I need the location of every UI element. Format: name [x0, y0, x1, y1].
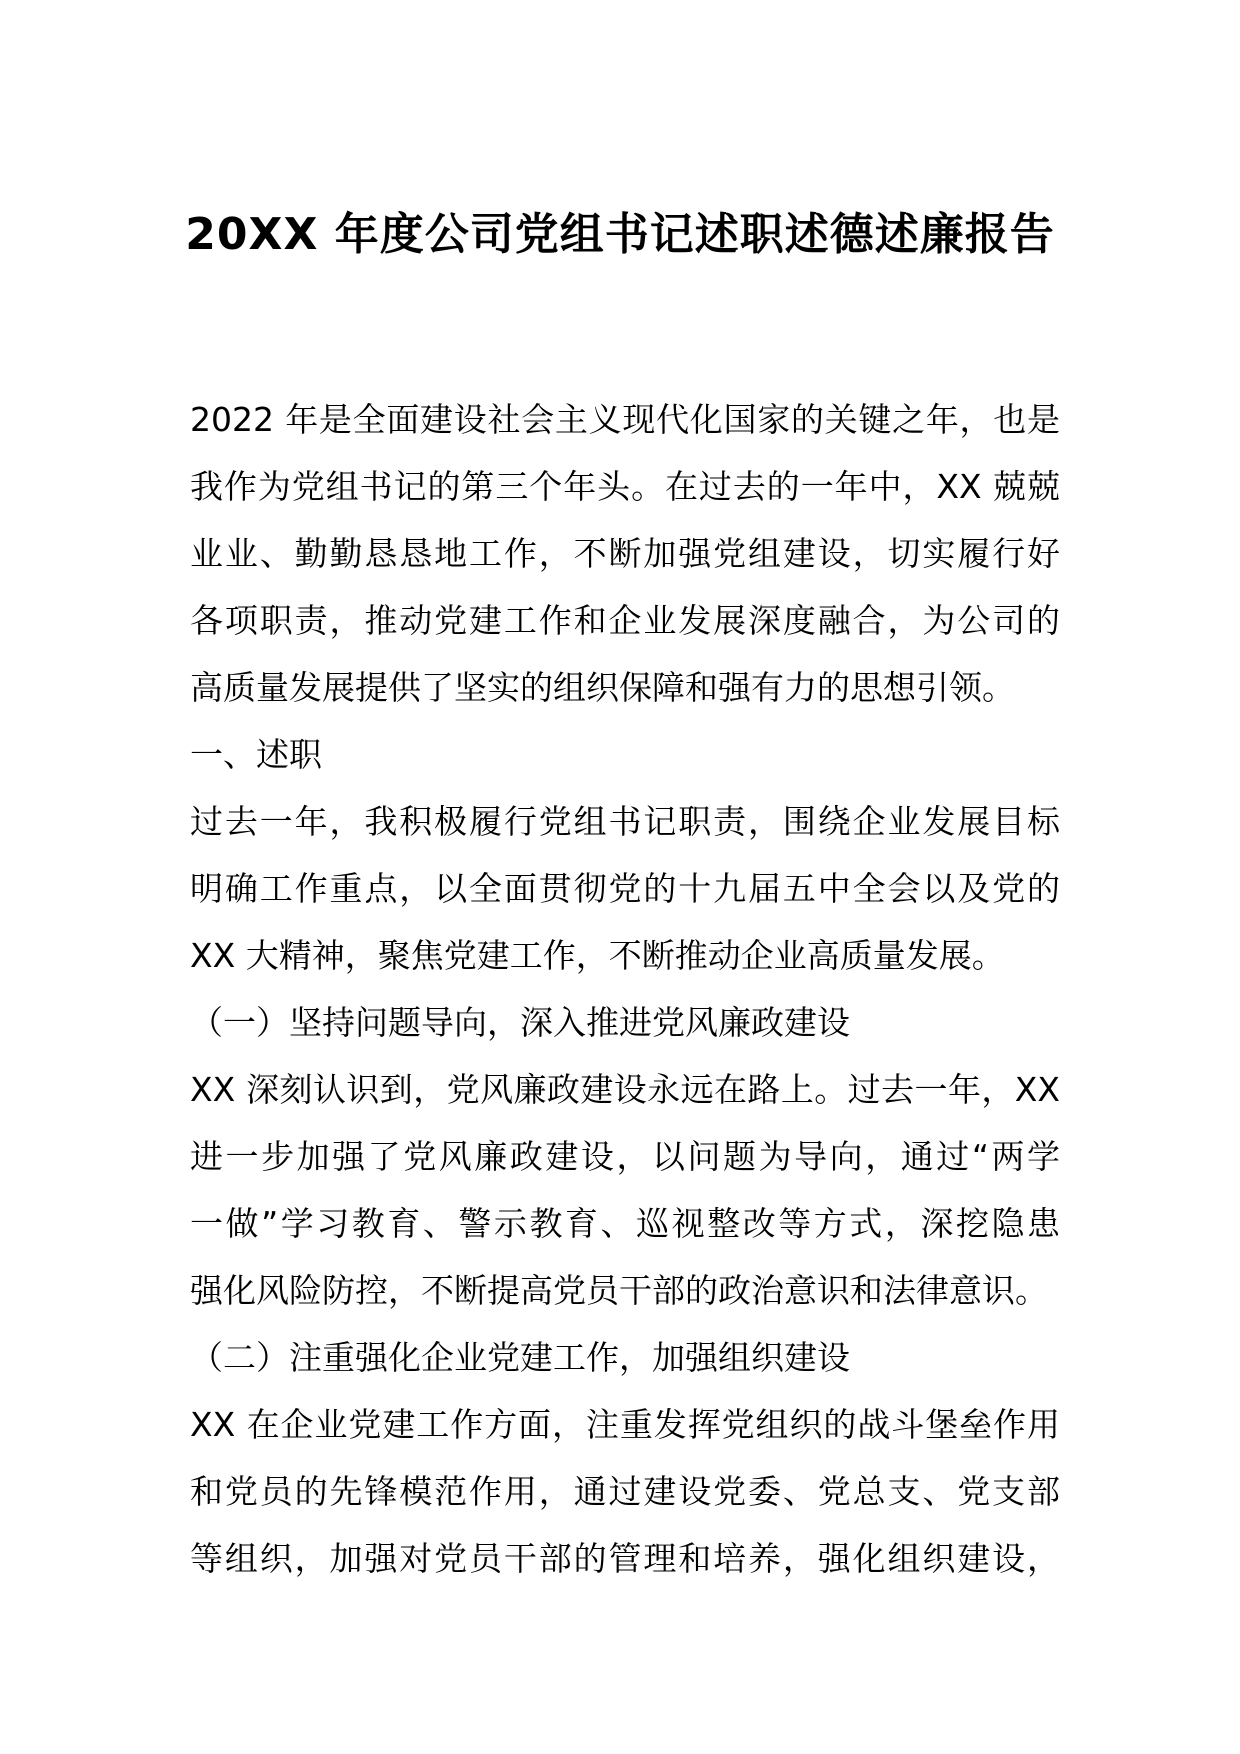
paragraph-line: 各项职责，推动党建工作和企业发展深度融合，为公司的: [190, 601, 1060, 640]
paragraph-line: 2022 年是全面建设社会主义现代化国家的关键之年，也是: [190, 400, 1060, 439]
paragraph-line: 高质量发展提供了坚实的组织保障和强有力的思想引领。: [190, 668, 1015, 707]
paragraph-line: 等组织，加强对党员干部的管理和培养，强化组织建设，: [190, 1539, 1060, 1578]
paragraph-line: XX 大精神，聚焦党建工作，不断推动企业高质量发展。: [190, 936, 1005, 975]
paragraph-line: 和党员的先锋模范作用，通过建设党委、党总支、党支部: [190, 1472, 1060, 1511]
section-heading: 一、述职: [190, 735, 322, 774]
subsection-heading: （一）坚持问题导向，深入推进党风廉政建设: [190, 1003, 850, 1042]
paragraph-line: XX 在企业党建工作方面，注重发挥党组织的战斗堡垒作用: [190, 1405, 1060, 1444]
paragraph-line: 业业、勤勤恳恳地工作，不断加强党组建设，切实履行好: [190, 534, 1060, 573]
document-body: [190, 386, 1060, 1592]
document-title: 20XX 年度公司党组书记述职述德述廉报告: [185, 209, 1055, 260]
paragraph-line: 一做”学习教育、警示教育、巡视整改等方式，深挖隐患: [190, 1204, 1060, 1243]
paragraph-line: 明确工作重点，以全面贯彻党的十九届五中全会以及党的: [190, 869, 1060, 908]
paragraph-line: 进一步加强了党风廉政建设，以问题为导向，通过“两学: [190, 1137, 1060, 1176]
paragraph-line: 过去一年，我积极履行党组书记职责，围绕企业发展目标: [190, 802, 1060, 841]
paragraph-line: XX 深刻认识到，党风廉政建设永远在路上。过去一年，XX: [190, 1070, 1060, 1109]
paragraph-line: 我作为党组书记的第三个年头。在过去的一年中，XX 兢兢: [190, 467, 1060, 506]
subsection-heading: （二）注重强化企业党建工作，加强组织建设: [190, 1338, 850, 1377]
paragraph-line: 强化风险防控，不断提高党员干部的政治意识和法律意识。: [190, 1271, 1048, 1310]
